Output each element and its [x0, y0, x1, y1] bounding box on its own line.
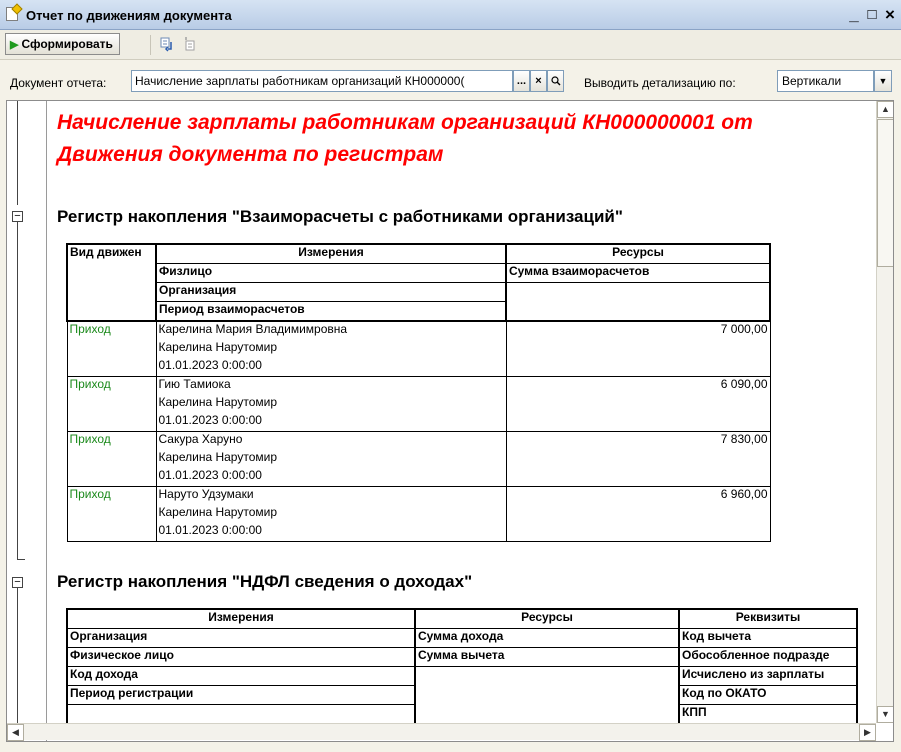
table-row[interactable]: Приход Гию Тамиока 6 090,00 — [67, 377, 770, 396]
dim-field: Организация — [156, 283, 506, 302]
play-icon: ▶ — [10, 39, 19, 51]
header-requisites: Реквизиты — [679, 609, 857, 629]
vertical-scrollbar[interactable] — [876, 101, 893, 723]
table-row[interactable]: Приход Наруто Удзумаки 6 960,00 — [67, 487, 770, 506]
res-field: Сумма взаиморасчетов — [506, 264, 770, 283]
dim-field: Период взаиморасчетов — [156, 302, 506, 322]
group-line — [17, 101, 18, 205]
report-parameters — [0, 60, 901, 100]
generate-label: Сформировать — [21, 37, 113, 51]
clear-button[interactable]: × — [530, 70, 547, 92]
document-label: Документ отчета: — [10, 76, 107, 90]
collapse-icon[interactable]: − — [12, 211, 23, 222]
table-row[interactable]: Приход Сакура Харуно 7 830,00 — [67, 432, 770, 451]
group-line — [17, 222, 18, 560]
horizontal-scrollbar[interactable] — [7, 723, 876, 740]
register1-table: Вид движен Измерения Ресурсы Физлицо Сумма взаиморасчетов Организация Период взаиморасчетов Приход Карелина Мария Владимимровна 7 000,00 Карелина Нарутомир 01.01.2023 0:00:00 Приход Гию Тамиока 6 090,00 Карелина Нарутомир 01.01.2023 0:00:00 Приход Сакура Харуно 7 830,00 Карелина Нарутомир 01.01.2023 0:00:00 Приход Наруто Удзумаки 6 960,00 Карелина Нарутомир 01.01.2023 0:00:00 — [66, 243, 771, 542]
group-line — [17, 588, 18, 741]
window-title: Отчет по движениям документа — [26, 8, 232, 23]
group-line-end — [17, 559, 25, 560]
report-subtitle: Движения документа по регистрам — [57, 143, 444, 166]
header-dimensions: Измерения — [67, 609, 415, 629]
report-spreadsheet[interactable] — [6, 100, 894, 742]
chevron-down-icon[interactable]: ▼ — [874, 70, 892, 92]
header-kind: Вид движен — [67, 244, 156, 264]
toolbar — [0, 30, 901, 60]
expand-groups-icon[interactable] — [160, 36, 176, 52]
search-icon[interactable] — [547, 70, 564, 92]
scroll-left-icon[interactable]: ◀ — [7, 724, 24, 741]
maximize-button[interactable]: □ — [867, 6, 877, 23]
scroll-thumb[interactable] — [877, 119, 894, 267]
header-resources: Ресурсы — [506, 244, 770, 264]
collapse-icon[interactable]: − — [12, 577, 23, 588]
scroll-up-icon[interactable]: ▲ — [877, 101, 894, 118]
register1-heading: Регистр накопления "Взаиморасчеты с работниками организаций" — [57, 207, 623, 226]
header-resources: Ресурсы — [415, 609, 679, 629]
scroll-down-icon[interactable]: ▼ — [877, 706, 894, 723]
close-button[interactable]: × — [885, 5, 895, 24]
window-titlebar — [0, 0, 901, 30]
scroll-right-icon[interactable]: ▶ — [859, 724, 876, 741]
table-row[interactable]: Приход Карелина Мария Владимимровна 7 000,00 — [67, 321, 770, 340]
collapse-groups-icon[interactable] — [182, 36, 198, 52]
report-title: Начисление зарплаты работникам организаций КН000000001 от — [57, 111, 753, 134]
generate-button[interactable] — [5, 33, 120, 55]
detail-select[interactable]: Вертикали — [777, 70, 874, 92]
dim-field: Физлицо — [156, 264, 506, 283]
document-field[interactable]: Начисление зарплаты работникам организаций КН000000( — [131, 70, 513, 92]
document-icon — [6, 7, 18, 21]
toolbar-separator — [150, 35, 151, 55]
register2-heading: Регистр накопления "НДФЛ сведения о доходах" — [57, 572, 473, 591]
header-dimensions: Измерения — [156, 244, 506, 264]
register2-table: Измерения Ресурсы Реквизиты Организация Сумма дохода Код вычета Физическое лицо Сумма вычета Обособленное подразде Код дохода Исчислено из зарплаты Период регистрации Код по ОКАТО КПП — [66, 608, 858, 724]
select-button[interactable]: ... — [513, 70, 530, 92]
grouping-gutter — [7, 101, 47, 741]
minimize-button[interactable]: _ — [849, 5, 859, 24]
detail-label: Выводить детализацию по: — [584, 76, 736, 90]
